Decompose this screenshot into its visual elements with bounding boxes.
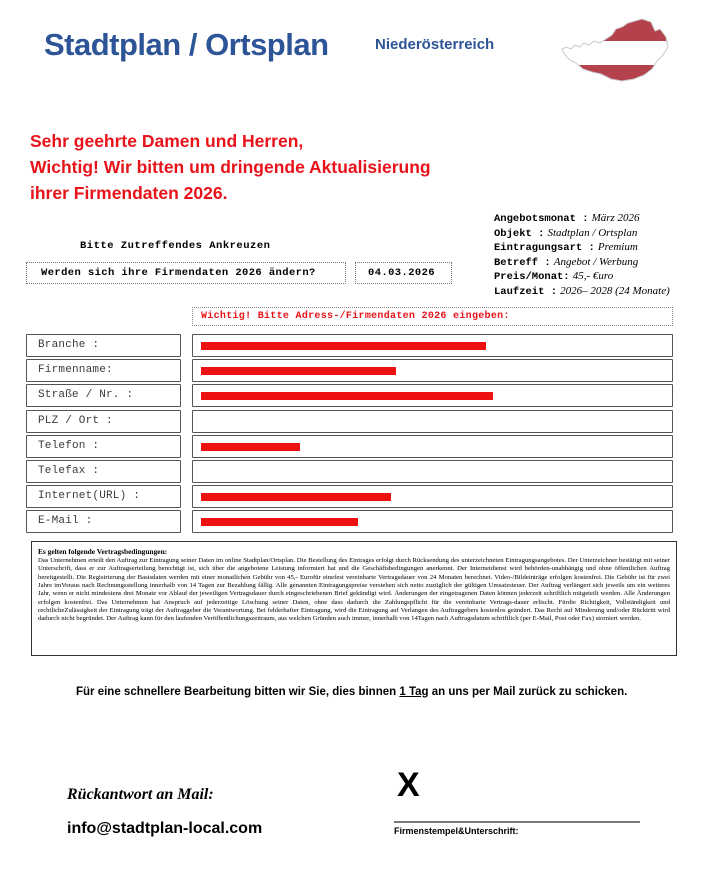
fast-processing-pre: Für eine schnellere Bearbeitung bitten wir Sie, dies binnen	[76, 686, 400, 698]
offer-row-value: Stadtplan / Ortsplan	[547, 226, 638, 239]
offer-row-key: Angebotsmonat :	[494, 213, 589, 225]
brand-title: Stadtplan / Ortsplan	[44, 27, 329, 62]
headline-line-3: ihrer Firmendaten 2026.	[30, 183, 228, 203]
date-field[interactable]	[355, 262, 452, 284]
offer-row	[494, 270, 670, 285]
terms-and-conditions	[31, 541, 677, 656]
reply-email-address[interactable]: info@stadtplan-local.com	[67, 820, 263, 837]
form-value-input[interactable]	[192, 510, 673, 533]
form-label-text: E-Mail :	[38, 515, 93, 528]
offer-row-key: Eintragungsart :	[494, 242, 595, 255]
form-label-box	[26, 384, 181, 407]
form-label-text: Firmenname:	[38, 364, 113, 377]
offer-row-value: Premium	[597, 241, 638, 254]
offer-row-value: Angebot / Werbung	[553, 255, 639, 268]
terms-title: Es gelten folgende Vertragsbedingungen:	[38, 547, 168, 556]
offer-row-value: 45,- €uro	[572, 270, 614, 283]
redacted-value	[201, 443, 300, 451]
form-value-input[interactable]	[192, 460, 673, 483]
form-value-input[interactable]	[192, 334, 673, 357]
redacted-value	[201, 367, 396, 375]
offer-row-value: 2026– 2028 (24 Monate)	[560, 284, 670, 297]
austria-flag-map-icon	[556, 17, 676, 89]
redacted-value	[201, 518, 358, 526]
fast-processing-post: an uns per Mail zurück zu schicken.	[428, 686, 628, 698]
form-label-box	[26, 334, 181, 357]
form-value-input[interactable]	[192, 435, 673, 458]
offer-row-key: Laufzeit :	[494, 285, 558, 298]
form-value-input[interactable]	[192, 410, 673, 433]
form-value-input[interactable]	[192, 384, 673, 407]
form-value-input[interactable]	[192, 485, 673, 508]
form-label-box	[26, 435, 181, 458]
form-label-text: Telefon :	[38, 439, 100, 452]
offer-row-value: März 2026	[591, 212, 640, 224]
fast-processing-note	[76, 686, 627, 698]
redacted-value	[201, 392, 493, 400]
brand-region: Niederösterreich	[375, 36, 495, 53]
change-data-question-label: Werden sich ihre Firmendaten 2026 ändern?	[41, 267, 316, 279]
value-column-header	[192, 307, 673, 326]
value-column-header-label: Wichtig! Bitte Adress-/Firmendaten 2026 eingeben:	[201, 311, 510, 322]
terms-body: Das Unternehmen erteilt den Auftrag zur Eintragung seiner Daten im online Stadtplan/Ortsplan. Die Bestellung des Eintrages erfolgt durch Rücksendung des unterzeichneten Eintragungsangebotes. Der Unterzeichner bestätigt mit seiner Unterschrift, dass er zur Auftragserteilung berechtigt ist, sich über die angebotene Leistung informiert hat und die Geschäftsbedingungen anerkennt. Der Internetdienst wird behörden-unabhängig und ohne öffentlichen Auftrag bereitgestellt. Die Registrierung der Basisdaten werden mit einer monatlichen Gebühr von 45,- Eurofür einefest vereinbarte Vertragsdauer von 24 Monaten berechnet. Video-/Bildeinträge erfolgen kostenfrei. Die Gebühr ist für zwei Jahre imVoraus nach Rechnungsstellung innerhalb von 14 Tagen zur Bezahlung fällig. Alle genannten Eintragungspreise verstehen sich netto zuzüglich der gültigen Umsatzsteuer. Der Auftrag verlängert sich jeweils um ein weiteres Jahr, wenn er nicht mindestens drei Monate vor Ablauf der jeweiligen Vertragsdauer durch eingeschriebenen Brief gekündigt wird. Änderungen der eingetragenen Daten können jederzeit schriftlich mitgeteilt werden. Alle Änderungen erfolgen kostenfrei. Das Unternehmen hat Anspruch auf jederzeitige Löschung seiner Daten, ohne dass dadurch die Zahlungspflicht für die vereinbarte Vertrags-dauer erlischt. Fürdie Richtigkeit, Vollständigkeit und rechtlicheZulässigkeit der Eintragung trägt der Auftraggeber die Verantwortung. Bei fehlerhafter Eintragung, wird die Eintragung auf Verlangen des Auftraggebers kostenlos geändert. Das Recht auf Minderung und/oder Rücktritt wird dadurch nicht begründet. Der Auftrag kann für den laufenden Veröffentlichungszeitraum, aus welchen Gründen auch immer, innerhalb von 14Tagen nach Auftragsdatum schriftlich (per E-Mail, Post oder Fax) storniert werden.	[38, 557, 670, 623]
ankreuzen-instruction: Bitte Zutreffendes Ankreuzen	[80, 240, 271, 252]
form-label-box	[26, 359, 181, 382]
signature-line	[394, 821, 640, 823]
offer-row	[494, 212, 670, 227]
form-label-text: Straße / Nr. :	[38, 389, 134, 402]
form-label-text: Branche :	[38, 339, 100, 351]
form-label-box	[26, 485, 181, 508]
form-label-text: Internet(URL) :	[38, 490, 141, 503]
form-label-box	[26, 410, 181, 433]
form-label-text: Telefax :	[38, 465, 100, 477]
change-data-question-box[interactable]	[26, 262, 346, 284]
offer-row-key: Preis/Monat:	[494, 271, 570, 284]
headline-block	[30, 128, 431, 206]
headline-line-1: Sehr geehrte Damen und Herren,	[30, 131, 304, 151]
document-header	[0, 0, 718, 100]
offer-row	[494, 241, 670, 256]
signature-mark: X	[397, 766, 420, 804]
offer-row	[494, 227, 670, 242]
reply-label: Rückantwort an Mail:	[67, 786, 214, 803]
form-value-input[interactable]	[192, 359, 673, 382]
form-label-box	[26, 510, 181, 533]
signature-caption: Firmenstempel&Unterschrift:	[394, 826, 519, 836]
offer-row	[494, 256, 670, 271]
redacted-value	[201, 493, 391, 501]
fast-processing-deadline: 1 Tag	[399, 686, 429, 698]
offer-row-key: Objekt :	[494, 227, 545, 240]
form-label-box	[26, 460, 181, 483]
offer-details	[494, 212, 670, 300]
date-value: 04.03.2026	[368, 267, 436, 279]
offer-row-key: Betreff :	[494, 256, 551, 269]
offer-row	[494, 285, 670, 300]
form-label-text: PLZ / Ort :	[38, 414, 113, 427]
headline-line-2: Wichtig! Wir bitten um dringende Aktualisierung	[30, 157, 431, 177]
redacted-value	[201, 342, 486, 350]
